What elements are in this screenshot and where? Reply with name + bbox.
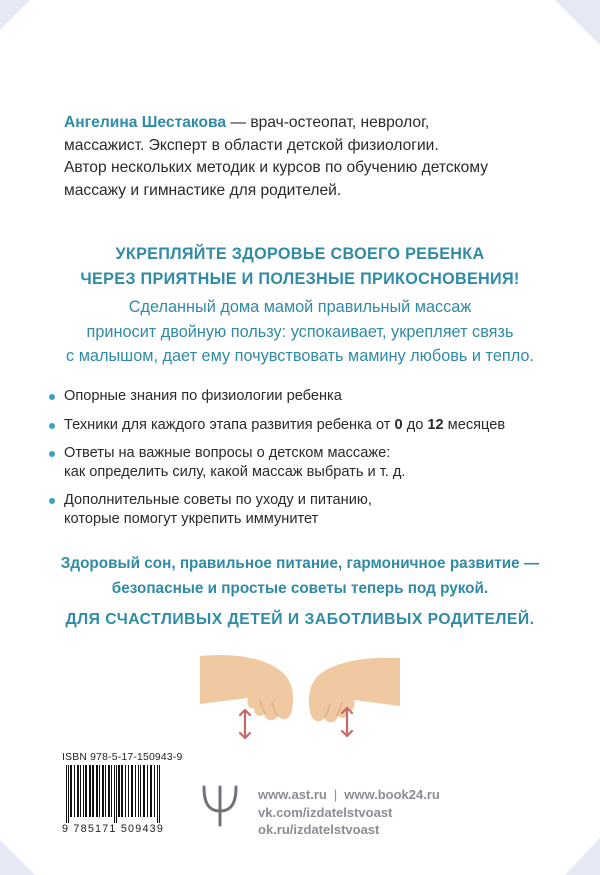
barcode xyxy=(62,765,190,823)
list-item-text: Ответы на важные вопросы о детском массаже: xyxy=(64,445,391,461)
isbn-label: ISBN 978-5-17-150943-9 xyxy=(62,752,183,763)
barcode-bar xyxy=(157,765,158,823)
author-name: Ангелина Шестакова xyxy=(64,114,227,131)
barcode-bar xyxy=(68,765,69,823)
intro-paragraph xyxy=(20,295,580,369)
bullet-dot-icon xyxy=(49,498,55,504)
barcode-bar xyxy=(140,765,141,817)
slogan-line: УКРЕПЛЯЙТЕ ЗДОРОВЬЕ СВОЕГО РЕБЕНКА xyxy=(115,245,485,263)
barcode-bar xyxy=(128,765,129,817)
slogan-line: ЧЕРЕЗ ПРИЯТНЫЕ И ПОЛЕЗНЫЕ ПРИКОСНОВЕНИЯ! xyxy=(80,270,520,288)
barcode-bar xyxy=(80,765,81,817)
bullet-dot-icon xyxy=(49,394,55,400)
barcode-bar xyxy=(118,765,120,817)
barcode-bar xyxy=(159,765,160,823)
barcode-bar xyxy=(138,765,139,817)
barcode-bar xyxy=(89,765,91,817)
list-item-text: Техники для каждого этапа развития ребенка от xyxy=(64,416,395,433)
hand-right-icon xyxy=(309,658,400,723)
bullet-dot-icon xyxy=(49,423,55,429)
barcode-digits: 9 785171 509439 xyxy=(62,823,165,835)
list-item xyxy=(48,387,578,406)
hands-illustration xyxy=(200,648,400,743)
author-bio-line: массажу и гимнастике для родителей. xyxy=(64,181,342,199)
barcode-bar xyxy=(121,765,123,817)
feature-list xyxy=(48,387,578,538)
author-bio-first: — врач-остеопат, невролог, xyxy=(226,114,430,131)
tips-line: безопасные и простые советы теперь под рукой. xyxy=(111,580,489,597)
barcode-bar xyxy=(105,765,106,817)
link-separator: | xyxy=(333,787,338,802)
list-item-text: месяцев xyxy=(443,416,506,433)
barcode-bar xyxy=(102,765,104,817)
list-item-text: как определить силу, какой массаж выбрать и т. д. xyxy=(64,463,406,480)
tips-line: Здоровый сон, правильное питание, гармоничное развитие — xyxy=(60,555,540,572)
barcode-bar xyxy=(74,765,75,817)
list-item xyxy=(48,416,578,435)
link-book24[interactable]: www.book24.ru xyxy=(344,787,440,802)
barcode-bar xyxy=(66,765,67,823)
publisher-links xyxy=(258,786,558,839)
tips-paragraph xyxy=(20,551,580,601)
barcode-bar xyxy=(99,765,100,817)
up-down-arrow-icon xyxy=(240,710,250,738)
list-item-text: Дополнительные советы по уходу и питанию, xyxy=(64,492,372,508)
age-to: 12 xyxy=(427,416,444,433)
publisher-psi-icon xyxy=(200,783,240,827)
barcode-bar xyxy=(143,765,145,817)
barcode-bar xyxy=(150,765,152,817)
barcode-bar xyxy=(77,765,79,817)
list-item-text: которые помогут укрепить иммунитет xyxy=(64,510,319,527)
list-item xyxy=(48,491,578,528)
link-ast[interactable]: www.ast.ru xyxy=(258,787,327,802)
barcode-bar xyxy=(108,765,110,817)
list-item-text: до xyxy=(402,416,428,433)
slogan-heading xyxy=(30,242,570,292)
closing-slogan: ДЛЯ СЧАСТЛИВЫХ ДЕТЕЙ И ЗАБОТЛИВЫХ РОДИТЕЛЕЙ. xyxy=(65,611,535,628)
intro-line: приносит двойную пользу: успокаивает, укрепляет связь xyxy=(86,322,514,341)
barcode-bar xyxy=(92,765,94,817)
list-item xyxy=(48,444,578,481)
barcode-bar xyxy=(111,765,112,817)
intro-line: с малышом, дает ему почувствовать мамину любовь и тепло. xyxy=(66,347,534,365)
intro-line: Сделанный дома мамой правильный массаж xyxy=(128,298,472,316)
list-item-text: Опорные знания по физиологии ребенка xyxy=(64,388,342,404)
up-down-arrow-icon xyxy=(342,708,352,736)
barcode-bar xyxy=(147,765,148,817)
link-vk[interactable]: vk.com/izdatelstvoast xyxy=(258,804,393,820)
barcode-bar xyxy=(154,765,155,817)
age-from: 0 xyxy=(394,416,403,433)
author-bio-line: Автор нескольких методик и курсов по обучению детскому xyxy=(64,159,489,176)
barcode-bar xyxy=(131,765,133,817)
barcode-bar xyxy=(70,765,72,817)
barcode-bar xyxy=(116,765,117,823)
barcode-bar xyxy=(83,765,84,817)
barcode-bar xyxy=(85,765,87,817)
link-ok[interactable]: ok.ru/izdatelstvoast xyxy=(258,822,380,837)
author-bio xyxy=(64,112,544,202)
barcode-bar xyxy=(96,765,98,817)
bullet-dot-icon xyxy=(49,451,55,457)
barcode-bar xyxy=(135,765,136,817)
barcode-bar xyxy=(125,765,126,817)
barcode-bar xyxy=(114,765,115,823)
author-bio-line: массажист. Эксперт в области детской физиологии. xyxy=(64,136,439,154)
